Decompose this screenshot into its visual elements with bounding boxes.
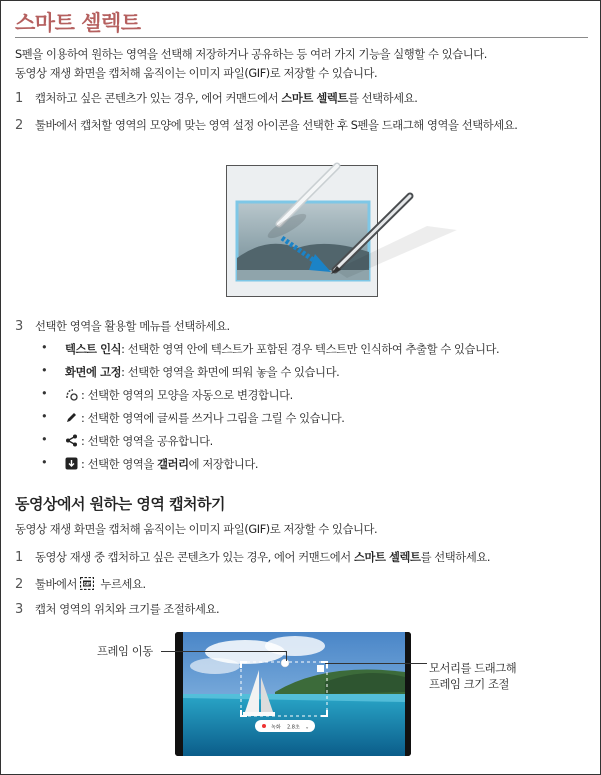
callout-line-move (161, 651, 286, 652)
video-step-2 (15, 576, 146, 593)
option-text-recognition (65, 341, 499, 357)
option-auto-shape (65, 387, 293, 404)
callout-line-move-drop (286, 651, 287, 661)
intro-line-1: S펜을 이용하여 원하는 영역을 선택해 저장하거나 공유하는 등 여러 가지 기능을 실행할 수 있습니다. (15, 48, 487, 61)
option-desc-pre: : 선택한 영역을 (81, 458, 158, 471)
option-label: 화면에 고정 (65, 366, 122, 379)
auto-shape-icon (65, 388, 78, 404)
step-text-post: 를 선택하세요. (347, 92, 418, 105)
intro-line-2: 동영상 재생 화면을 캡처해 움직이는 이미지 파일(GIF)로 저장할 수 있습니다. (15, 67, 378, 80)
step-text-post: 누르세요. (97, 578, 146, 591)
option-desc: : 선택한 영역 안에 텍스트가 포함된 경우 텍스트만 인식하여 추출할 수 있습니다. (121, 343, 500, 356)
spen-drag-illustration (227, 166, 467, 301)
option-desc: : 선택한 영역을 화면에 띄워 놓을 수 있습니다. (121, 366, 340, 379)
step-number: 3 (15, 602, 23, 617)
step-3 (15, 318, 230, 334)
title-divider (15, 37, 588, 38)
option-desc-bold: 갤러리 (157, 458, 189, 471)
svg-text:GIF: GIF (83, 582, 91, 588)
option-label: 텍스트 인식 (65, 343, 122, 356)
record-time: 2.8초 (287, 724, 300, 731)
step-text-pre: 툴바에서 (35, 578, 81, 591)
section-title: 스마트 셀렉트 (15, 11, 141, 35)
option-draw (65, 410, 344, 427)
step-text-pre: 동영상 재생 중 캡처하고 싶은 콘텐츠가 있는 경우, 에어 커맨드에서 (35, 551, 354, 564)
video-section-title: 동영상에서 원하는 영역 캡처하기 (15, 495, 226, 513)
step-number: 2 (15, 577, 23, 592)
step-text-bold: 스마트 셀렉트 (353, 551, 421, 564)
option-share (65, 433, 213, 450)
step-number: 2 (15, 118, 23, 133)
share-icon (65, 434, 78, 450)
step-2 (15, 117, 517, 133)
gif-icon (80, 577, 94, 593)
step-text: 캡처 영역의 위치와 크기를 조절하세요. (35, 603, 220, 616)
callout-resize-line-2: 프레임 크기 조절 (429, 678, 509, 691)
callout-resize-frame (429, 661, 516, 693)
option-desc-post: 에 저장합니다. (188, 458, 259, 471)
svg-text:⌄: ⌄ (305, 724, 310, 731)
option-desc: : 선택한 영역의 모양을 자동으로 변경합니다. (81, 389, 293, 402)
step-number: 1 (15, 550, 23, 565)
pen-icon (65, 411, 78, 427)
video-step-3 (15, 601, 219, 617)
option-desc: : 선택한 영역에 글씨를 쓰거나 그림을 그릴 수 있습니다. (81, 412, 345, 425)
step-text-post: 를 선택하세요. (420, 551, 491, 564)
callout-move-frame: 프레임 이동 (97, 645, 153, 658)
callout-resize-line-1: 모서리를 드래그해 (429, 662, 517, 675)
step-1 (15, 90, 417, 106)
smart-select-illustration (226, 165, 378, 297)
option-desc: : 선택한 영역을 공유합니다. (81, 435, 213, 448)
option-pin-to-screen (65, 364, 339, 380)
step-text: 툴바에서 캡처할 영역의 모양에 맞는 영역 설정 아이콘을 선택한 후 S펜을 드래그해 영역을 선택하세요. (35, 119, 518, 132)
step-text-pre: 캡처하고 싶은 콘텐츠가 있는 경우, 에어 커맨드에서 (35, 92, 282, 105)
save-icon (65, 457, 78, 473)
video-section-subtitle: 동영상 재생 화면을 캡처해 움직이는 이미지 파일(GIF)로 저장할 수 있습니다. (15, 523, 378, 536)
section-intro (15, 45, 487, 83)
video-step-1 (15, 549, 490, 565)
step-number: 3 (15, 319, 23, 334)
record-label: 녹화 (271, 724, 281, 731)
step-number: 1 (15, 91, 23, 106)
step-text: 선택한 영역을 활용할 메뉴를 선택하세요. (35, 320, 230, 333)
callout-line-resize (325, 663, 427, 664)
step-text-bold: 스마트 셀렉트 (281, 92, 348, 105)
option-save (65, 456, 258, 473)
